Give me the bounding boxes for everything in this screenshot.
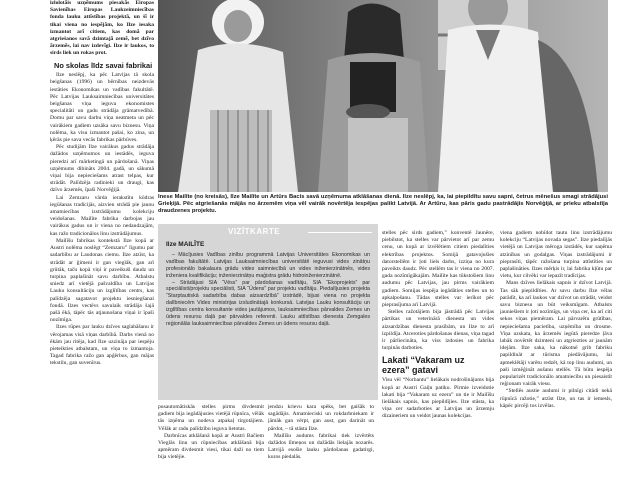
article-intro: izlolotāis uzņēmums piesakās Eiropas Savienības Eiropas Laukzeimniecības fonda lauku attīstības projektā, un šī ir tikai viena no iespējām, ko Ilze iesaka izmantot arī citiem, kas domā par atgriešanos savā dzimtajā zemē, bet dzīvo ārzemēs, lai nav izdevīgi. Ilze ir laukos, to sirds liek un rokas prot. xyxy=(50,0,154,57)
subheading-lakati: Lakati “Vakaram uz ezera” gatavi xyxy=(382,355,465,376)
photo-illustration xyxy=(158,0,608,192)
article-paragraph: Visu vēl “Norbantu” lielākais nodrošinājums bija kopā ar Austri Gaiļu patiku. Pirmie izveidotie lakati bija “Vakaram uz ezera” un tie ir Mailīšu lielākais sapnis, kas piepildījies. Ilze stāsta, ka viņa cer sadarboties ar Latvijas un ārzemju dizaineriem un veidot jaunas kolekcijas. xyxy=(382,377,494,420)
article-paragraph: jendzu krievu kara spēks, bet gaišāk to sagādājis. Amatnieciski un rokdarbniekam ir jāmāk gan vērpt, gan aust, gan darināt un pārdot, – tā stāsta Ilze. xyxy=(268,404,374,432)
subheading-no-skolas: No skolas līdz savai fabrikai xyxy=(54,60,153,70)
article-paragraph: Lai Zemzaru vārda ierakstītu kūdras iegūšanas tradīcijās, aizvien strādā pie jaunu amatniecības izstrādājumu kolekciju veidošanas. Mailīte fabrika darbojas jau vairākus gadus un ir viena no nedaudzajām, kas ražo tradicionālos linu izstrādājumus. xyxy=(50,194,154,237)
vizitkarte-title: VIZĪTKARTE xyxy=(228,227,281,236)
vizitkarte-paragraph: – Mācījusies Vadības zinību programmā Latvijas Universitātes Ekonomikas un vadības fakultātē. Latvijas Lauksaimniecības universitātē ieguvusi vides zinātņu profesionālo bakalaura grādu vides saimniecībā un vides inženierzinātnēs, vides inženiera kvalifikāciju; inženierzinātņu maģistra grādu hidroinženierzinātnē. xyxy=(166,251,370,279)
article-column-b xyxy=(158,404,264,480)
article-paragraph: Ilze neslēpj, ka pēc Latvijas tā skola beigšanas (1996) un bērnības neizdevās iestāties Ekonomikas un vadības fakultātē. Pēc Latvijas Lauksaimniecības universitātes beigšanas viņa ieguva ekonomistes specialitāti un gadu strādāja grāmatvedībā. Domu par savu darbu viņa neatmeta un pēc vairākiem gadiem uzsāka savu biznesu. Viņa nolēma, ka visu izmantot pašai, ko zina, un ķērās pie sava vecās fabrikas pārbūves. xyxy=(50,72,154,144)
article-paragraph: Mans dzīves lielākais sapnis ir dzīvot Latvijā. Tas sāk piepildīties. Ar savu darbu Ilze vēlas parādīt, ka arī laukos var dzīvot un strādāt, veidot savu biznesu un būt veiksmīgam. Atbalsts jauniešiem ir ļoti nozīmīgs, un viņa cer, ka arī citi sekos viņas piemēram. Lai pārvarētu grūtības, nepieciešama pacietība, uzņēmība un drosme. Viņa uzskata, ka ārzemēs iegūtā pieredze ļāva labāk novērtēt dzimteni un atgriezties ar jaunām idejām. Ilze saka, ka nākotnē grib fabriku papildināt ar tūrisma piedāvājumu, lai apmeklētāji varētu redzēt, kā top linu audumi, un paši izmēģināt aušanu stellēs. Tā būtu iespēja popularizēt tradicionālo amatniecību un piesaistīt reģionam vairāk viesu. xyxy=(500,280,612,388)
article-column-left xyxy=(50,0,154,480)
vizitkarte-name: Ilze MAILĪTE xyxy=(166,241,205,248)
article-paragraph: Mailīšu audums fabrikai tiek izvērtēts dažādos līmeņos un dažādās lielajās nozarēs. Latvijā esošie lauku pārdošanas gadatirgi, kuros piedalās. xyxy=(268,432,374,461)
article-paragraph: Stelles ražotājiem bija jāstrādā pēc Latvijas pārtikas un veterinārā dienesta un vides aizsardzības dienesta prasībām, un Ilze to arī izpildīja. Atceroties pārdošanas dienas, viņa tagad ir pārliecināta, ka viss izdosies un fabrika turpinās darboties. xyxy=(382,309,494,352)
photo-caption: Inese Mailīte (no kreisās), Ilze Mailīte un Artūrs Bacis savā uzņēmuma atklāšanas dienā. Ilze neslēpj, ka, lai piepildītu savu sapni, četrus mēnešus smagi strādājusi Grieķijā. Pēc atgriešanās mājās no ārzemēm viņa vēl vairāk novērtēja iespējas palikt Latvijā. Ar Artūru, kas pāris gadu pastrādājis Norvēģijā, ar prieku atbalstīja draudzenes projektu. xyxy=(158,194,608,214)
article-paragraph: “Stellēs austie audumi ir pilnīgi citādi nekā rūpnīcā ražotie,” atzīst Ilze, un tas ir iemesls, kāpēc pircēji tos izvēlas. xyxy=(500,388,612,409)
article-paragraph: stelles pēc sirds gadiem,” konventē Jaunēre, piebilstot, ka stelles var pārvietot arī par zemu cenu, un kopā ar izvēlētiem citiem piedalīties elektrības projektos. Somijā gatavojušies datorstellēm ir ļoti liels darbs, izziņa no kura paveikts daudz. Pēc stellēm tas ir viena no 2007. gada nozīmīgākajām. Mailīte kas tūkstošiem linu audumu pēc Latvijas, jau pirms vairākiem gadiem. Somijas iespēja iegādāties stelles un to apkalpošanu. Tādas stelles var ierīkot pēc pieprasījuma arī Latvijā. xyxy=(382,230,494,309)
article-photo xyxy=(158,0,608,192)
article-column-e xyxy=(500,230,612,480)
article-paragraph: viena gadiem nobīdot tautu linu izstrādājumu kolekciju “Latvijas novada segas”. Ilze piedalījās vietējā un Latvijas mēroga izstādēs, kur saņēma atzinības un godalgas. Viņas izstrādājumi ir pieprasīti, tāpēc ražošana turpina attīstīties un paplašināties. Ilzes mērķis ir, lai fabrika kļūtu par vietu, kur cilvēki var iepazīt tradīcijas. xyxy=(500,230,612,280)
article-paragraph: Darbnīcas atklāšanā kopā ar Austri Bačiem Vieglās linu un rūpniecības atklāšanā bija apmēram divdesmit viesi, tikai daži no tiem bija vietējie. xyxy=(158,432,264,461)
article-column-d xyxy=(382,230,494,480)
vizitkarte-rule xyxy=(308,232,372,233)
article-paragraph: Pēc studijām Ilze vairākus gadus strādāja dažādos uzņēmumos un iestādēs, ieguva pieredzi arī mārketingā un pārdošanā. Viņas uzņēmums dibināts 2004. gadā, un sākumā viņai bija nepieciešams atrast telpas, kur strādāt. Palīdzēja radinieki un draugi, kas dzīvo ārzemēs, īpaši Norvēģijā. xyxy=(50,144,154,194)
vizitkarte-box xyxy=(158,224,378,400)
vizitkarte-body xyxy=(166,242,370,328)
vizitkarte-paragraph: – Strādājusi SIA “Vēss” par pārdošanas vadītāju, SIA “Ekoprojekts” par speciālisti/projektu speciālisti, SIA “Ūdens” par projektu vadītāju. Piedalījusies projekta “Starptautiskā sadarbība dabas aizsardzībā” izstrādē, bijusi viena no projekta dalībniecēm Vides ministrijas izsludinātajā konkursā. Latvijas Lauku konsultāciju un izglītības centra konsultante vides jautājumos, lauksaimniecības pārvaldes Zemes un ūdens resursu daļā par pārvaldes referenti. Lauku attīstības dienesta Zemgales reģionālās lauksaimniecības pārvaldes Zemes un ūdens resursu daļā. xyxy=(166,279,370,327)
article-paragraph: Ilzes rūpes par lauku dzīves saglabāšanu ir vērojamas visā viņas darbībā. Darbs vienā no ēkām jau ritēja, kad Ilze uzzināja par iespēju pieteikties atbalstam, un viņa to izmantoja. Tagad fabrika ražo gan apģērbus, gan mājas tekstilu, gan suvenīrus. xyxy=(50,324,154,367)
article-column-c xyxy=(268,404,374,480)
article-paragraph: pusautomātiskās stelles pirms divdesmit gadiem bija iegādājusies vietējā rūpnīca, vēlāk tās izņēma un nodeva atpakaļ tirgotājiem. Vēlāk ar radu palīdzību ieguva lietotas. xyxy=(158,404,264,432)
article-paragraph: Mailīšu fabrikas kontekstā Ilze kopā ar Austri nolēma noslēgt “Zemzaru” līgumu par sadarbību ar Laudonas ciemu. Ilze atzīst, ka strādāt ar ģimeni ir gan vieglāk, gan arī grūtāk, taču kopā viņi ir paveikuši daudz un turpina paplašināt savu darbību. Atbalstu sniedz arī vietējā pašvaldība un Latvijas Lauku konsultāciju un izglītības centrs, kas palīdzēja sagatavot projektu iesniegšanai fondā. Ilzes vectēvs savulaik strādāja šajā pašā ēkā, tāpēc tās atjaunošana viņai ir īpaši nozīmīga. xyxy=(50,237,154,324)
